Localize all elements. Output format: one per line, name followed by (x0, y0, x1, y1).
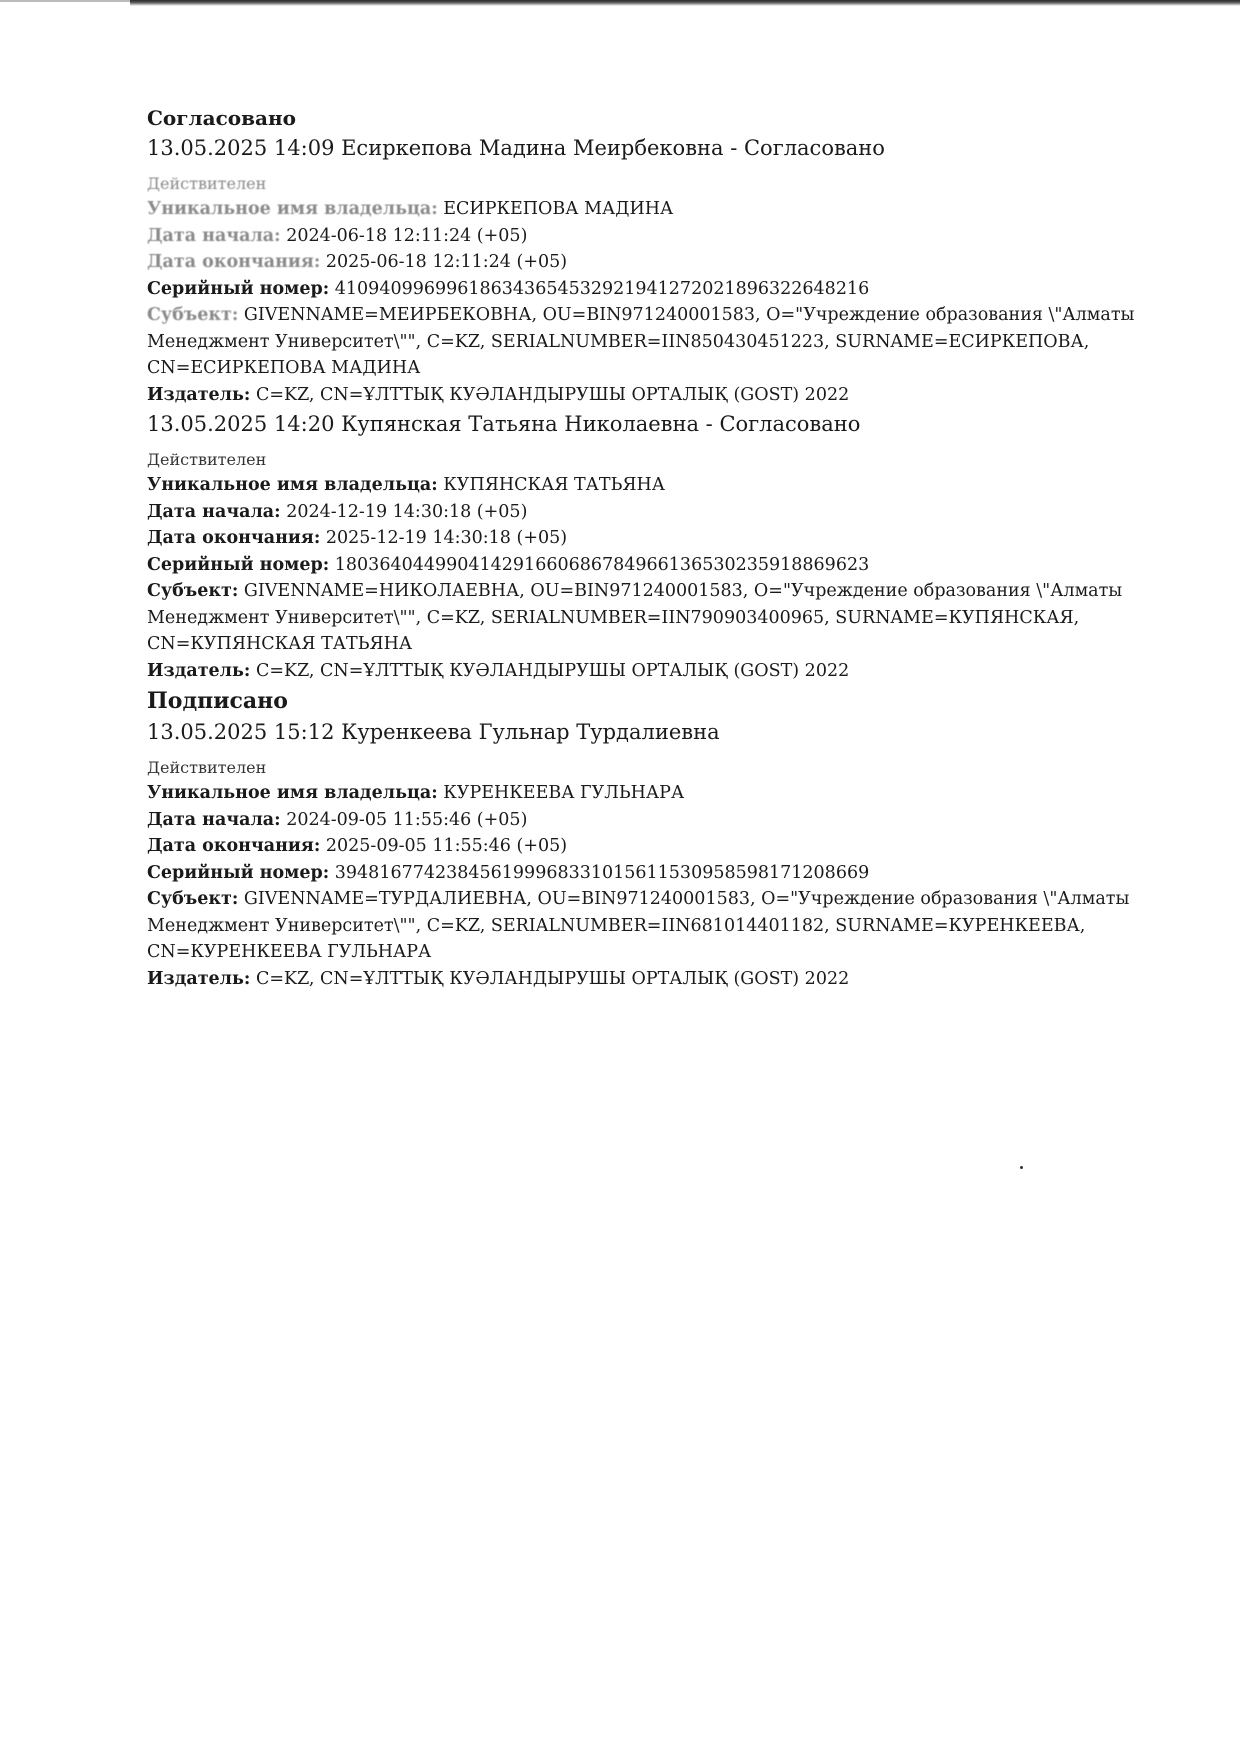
serial-value: 180364044990414291660686784966136530235918869623 (334, 554, 870, 575)
serial-label: Серийный номер: (147, 862, 330, 883)
certificate-status: Действителен (147, 758, 267, 777)
subject-label: Субъект: (147, 581, 239, 601)
start-date-label: Дата начала: (147, 501, 281, 522)
subject-value: GIVENNAME=НИКОЛАЕВНА, OU=BIN971240001583, O="Учреждение образования \"Алматы Менеджмент Университет\"", C=KZ, SERIALNUMBER=IIN790903400965, SURNAME=КУПЯНСКАЯ, CN=КУПЯНСКАЯ ТАТЬЯНА (147, 581, 1123, 654)
certificate-status: Действителен (147, 174, 267, 193)
issuer-field (147, 966, 1167, 993)
serial-value: 394816774238456199968331015611530958598171208669 (334, 862, 870, 883)
end-date-label: Дата окончания: (147, 252, 321, 272)
issuer-field (147, 382, 1167, 409)
serial-value: 410940996996186343654532921941272021896322648216 (334, 278, 870, 299)
issuer-label: Издатель: (147, 384, 251, 405)
end-date-value: 2025-09-05 11:55:46 (+05) (325, 836, 568, 856)
owner-field (147, 780, 1167, 807)
issuer-value: C=KZ, CN=ҰЛТТЫҚ КУӘЛАНДЫРУШЫ ОРТАЛЫҚ (GOST) 2022 (255, 968, 850, 989)
start-date-label: Дата начала: (147, 225, 281, 246)
owner-value: КУПЯНСКАЯ ТАТЬЯНА (443, 475, 666, 495)
start-date-value: 2024-06-18 12:11:24 (+05) (286, 225, 528, 246)
end-date-field (147, 249, 1167, 276)
scan-edge-left (0, 0, 130, 2)
start-date-label: Дата начала: (147, 809, 281, 830)
serial-field (147, 276, 1167, 303)
signed-heading: Подписано (147, 688, 288, 714)
end-date-value: 2025-06-18 12:11:24 (+05) (325, 252, 568, 272)
owner-field (147, 196, 1167, 223)
subject-field (147, 578, 1167, 658)
signer-line: 13.05.2025 15:12 Куренкеева Гульнар Турдалиевна (147, 720, 720, 744)
approved-heading: Согласовано (147, 106, 296, 130)
start-date-value: 2024-09-05 11:55:46 (+05) (286, 809, 528, 830)
owner-value: ЕСИРКЕПОВА МАДИНА (443, 199, 674, 219)
subject-field (147, 302, 1167, 382)
certificate-status: Действителен (147, 450, 267, 469)
end-date-field (147, 833, 1167, 860)
signer-line: 13.05.2025 14:20 Купянская Татьяна Николаевна - Согласовано (147, 412, 861, 436)
signer-block (147, 716, 1167, 992)
owner-label: Уникальное имя владельца: (147, 475, 438, 495)
serial-field (147, 860, 1167, 887)
subject-label: Субъект: (147, 305, 239, 325)
start-date-field (147, 499, 1167, 526)
signer-block (147, 132, 1167, 408)
end-date-field (147, 525, 1167, 552)
end-date-value: 2025-12-19 14:30:18 (+05) (325, 528, 568, 548)
scan-edge-top (130, 0, 1240, 6)
end-date-label: Дата окончания: (147, 528, 321, 548)
owner-label: Уникальное имя владельца: (147, 199, 438, 219)
start-date-field (147, 807, 1167, 834)
start-date-field (147, 223, 1167, 250)
approved-section (147, 104, 1167, 684)
serial-label: Серийный номер: (147, 278, 330, 299)
owner-field (147, 472, 1167, 499)
signer-block (147, 408, 1167, 684)
owner-value: КУРЕНКЕЕВА ГУЛЬНАРА (443, 783, 685, 803)
serial-label: Серийный номер: (147, 554, 330, 575)
serial-field (147, 552, 1167, 579)
scan-speck (1020, 1166, 1023, 1169)
issuer-label: Издатель: (147, 660, 251, 681)
signed-section (147, 686, 1167, 992)
start-date-value: 2024-12-19 14:30:18 (+05) (286, 501, 528, 522)
signature-sheet (147, 104, 1167, 992)
issuer-label: Издатель: (147, 968, 251, 989)
issuer-field (147, 658, 1167, 685)
issuer-value: C=KZ, CN=ҰЛТТЫҚ КУӘЛАНДЫРУШЫ ОРТАЛЫҚ (GOST) 2022 (255, 660, 850, 681)
subject-field (147, 886, 1167, 966)
end-date-label: Дата окончания: (147, 836, 321, 856)
owner-label: Уникальное имя владельца: (147, 783, 438, 803)
subject-label: Субъект: (147, 889, 239, 909)
signer-line: 13.05.2025 14:09 Есиркепова Мадина Меирбековна - Согласовано (147, 136, 885, 160)
subject-value: GIVENNAME=ТУРДАЛИЕВНА, OU=BIN971240001583, O="Учреждение образования \"Алматы Менеджмент Университет\"", C=KZ, SERIALNUMBER=IIN681014401182, SURNAME=КУРЕНКЕЕВА, CN=КУРЕНКЕЕВА ГУЛЬНАРА (147, 889, 1130, 962)
issuer-value: C=KZ, CN=ҰЛТТЫҚ КУӘЛАНДЫРУШЫ ОРТАЛЫҚ (GOST) 2022 (255, 384, 850, 405)
subject-value: GIVENNAME=МЕИРБЕКОВНА, OU=BIN971240001583, O="Учреждение образования \"Алматы Менеджмент Университет\"", C=KZ, SERIALNUMBER=IIN850430451223, SURNAME=ЕСИРКЕПОВА, CN=ЕСИРКЕПОВА МАДИНА (147, 305, 1135, 378)
